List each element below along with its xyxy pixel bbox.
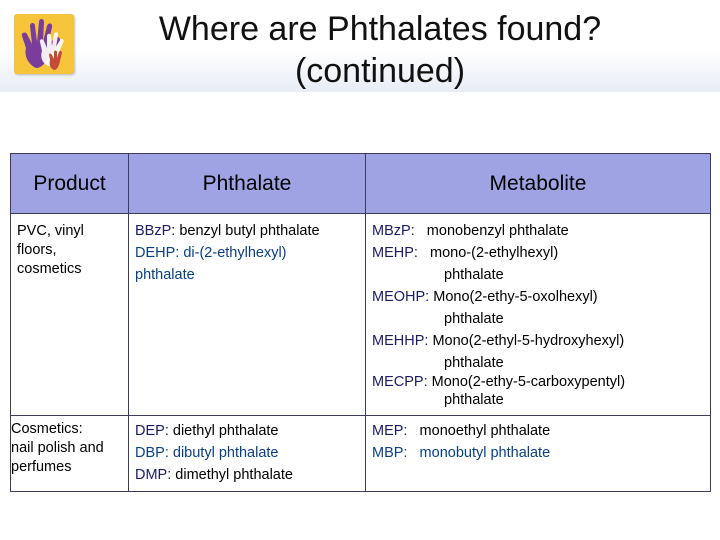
phthalate-cell	[129, 214, 366, 416]
phthalate-line	[135, 420, 359, 442]
page-title	[100, 8, 660, 92]
phthalate-abbr: DEHP:	[135, 245, 180, 261]
product-line: PVC, vinyl	[17, 223, 84, 239]
phthalate-line	[135, 442, 359, 464]
phthalate-name: phthalate	[135, 267, 195, 283]
phthalate-line	[135, 464, 359, 486]
metabolite-line	[372, 442, 704, 464]
metabolite-line	[372, 286, 704, 308]
metabolite-line	[372, 374, 704, 390]
product-line: perfumes	[11, 459, 72, 475]
product-line: nail polish and	[11, 440, 104, 456]
header-product: Product	[11, 154, 129, 214]
metabolite-name: phthalate	[444, 267, 504, 283]
product-cell	[11, 416, 129, 492]
phthalate-abbr: DEP:	[135, 423, 169, 439]
header-metabolite: Metabolite	[366, 154, 711, 214]
phthalate-line	[135, 242, 359, 264]
phthalate-name: benzyl butyl phthalate	[179, 223, 320, 239]
metabolite-abbr: MBP:	[372, 445, 408, 461]
product-line: Cosmetics:	[11, 421, 83, 437]
table-header-row	[11, 154, 711, 214]
metabolite-line	[372, 352, 704, 374]
metabolite-abbr: MEHP:	[372, 245, 418, 261]
metabolite-name: monobenzyl phthalate	[426, 223, 569, 239]
phthalate-name: dibutyl phthalate	[172, 445, 279, 461]
phthalate-abbr: DMP:	[135, 467, 172, 483]
metabolite-abbr: MEOHP:	[372, 289, 430, 305]
metabolite-line	[372, 308, 704, 330]
phthalate-cell	[129, 416, 366, 492]
phthalate-abbr: DBP:	[135, 445, 169, 461]
title-line-2: (continued)	[294, 52, 466, 90]
phthalate-table	[10, 153, 711, 492]
table-row	[11, 416, 711, 492]
hand-logo-icon	[14, 14, 74, 74]
phthalate-abbr: BBzP:	[135, 223, 176, 239]
metabolite-abbr: MBzP:	[372, 223, 415, 239]
phthalate-name: dimethyl phthalate	[175, 467, 293, 483]
header-phthalate: Phthalate	[129, 154, 366, 214]
product-line: cosmetics	[17, 261, 82, 277]
metabolite-name: phthalate	[444, 392, 504, 408]
metabolite-cell	[366, 416, 711, 492]
table-row	[11, 214, 711, 416]
phthalate-line	[135, 220, 359, 242]
metabolite-name: phthalate	[444, 355, 504, 371]
metabolite-abbr: MECPP:	[372, 374, 428, 390]
metabolite-name: mono-(2-ethylhexyl)	[430, 245, 559, 261]
metabolite-abbr: MEP:	[372, 423, 408, 439]
metabolite-line	[372, 242, 704, 264]
phthalate-name: di-(2-ethylhexyl)	[183, 245, 287, 261]
metabolite-line	[372, 264, 704, 286]
metabolite-name: Mono(2-ethy-5-carboxypentyl)	[431, 374, 626, 390]
metabolite-line	[372, 220, 704, 242]
metabolite-line	[372, 420, 704, 442]
metabolite-abbr: MEHHP:	[372, 333, 429, 349]
metabolite-name: Mono(2-ethy-5-oxolhexyl)	[433, 289, 598, 305]
title-line-1: Where are Phthalates found?	[158, 10, 602, 48]
metabolite-name: monobutyl phthalate	[419, 445, 551, 461]
metabolite-line	[372, 330, 704, 352]
product-line: floors,	[17, 242, 57, 258]
metabolite-name: Mono(2-ethyl-5-hydroxyhexyl)	[432, 333, 625, 349]
metabolite-line	[372, 390, 704, 410]
phthalate-line	[135, 264, 359, 286]
metabolite-name: phthalate	[444, 311, 504, 327]
phthalate-name: diethyl phthalate	[172, 423, 279, 439]
metabolite-name: monoethyl phthalate	[419, 423, 551, 439]
metabolite-cell	[366, 214, 711, 416]
product-cell	[11, 214, 129, 416]
